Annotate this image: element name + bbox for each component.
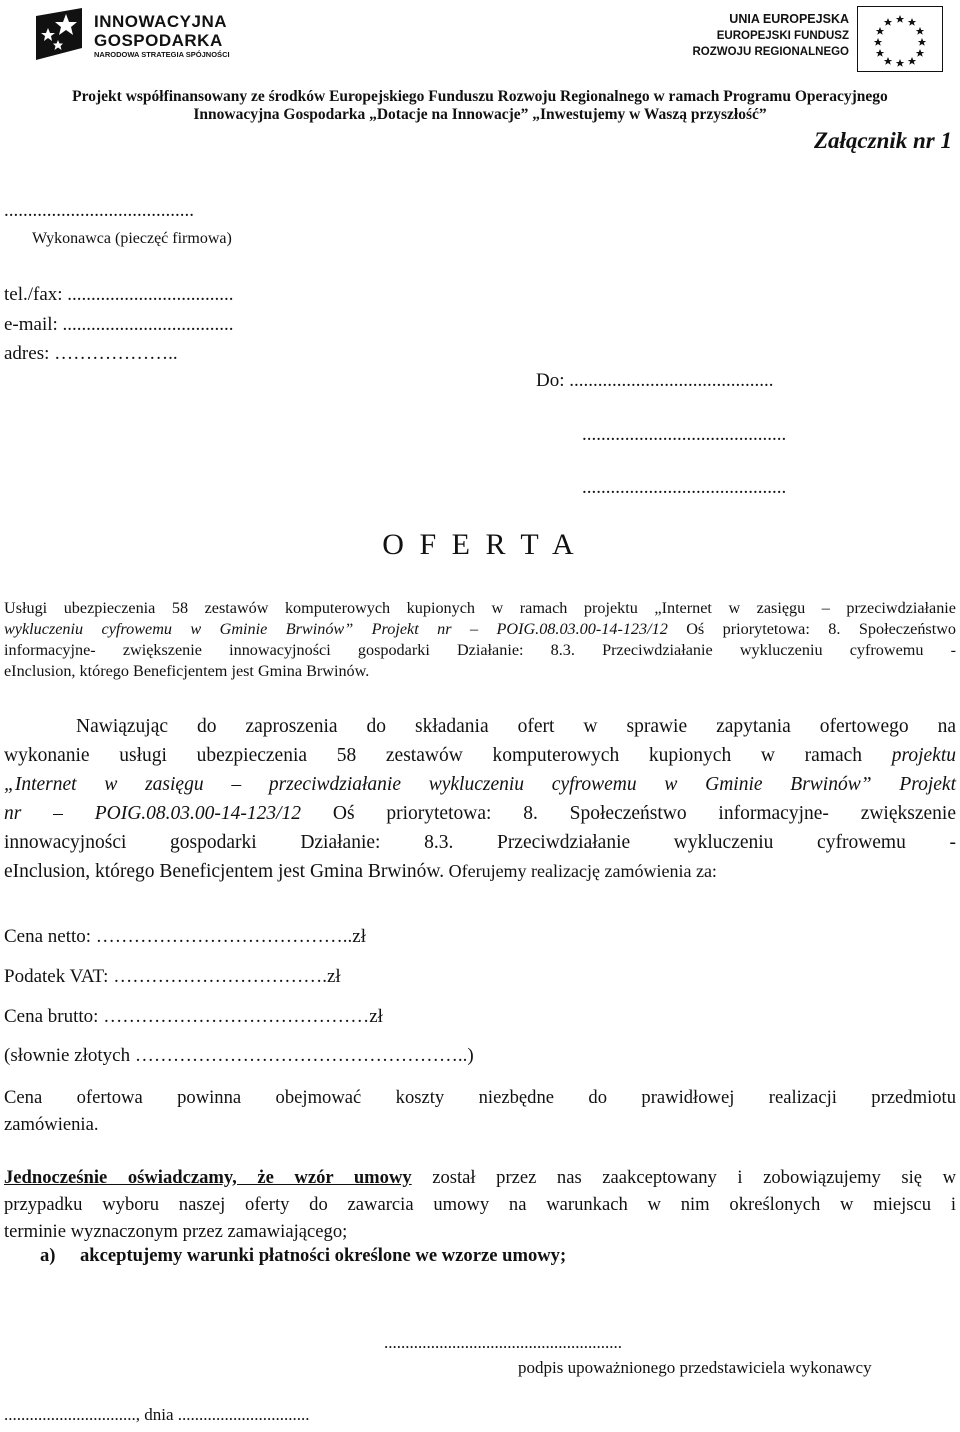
header-program-line (0, 106, 960, 124)
logo-right-line2: EUROPEJSKI FUNDUSZ (716, 30, 849, 42)
body-text-2a: wykonanie usługi ubezpieczenia 58 zestawów komputerowych kupionych w ramach (4, 745, 892, 766)
email-line: e-mail: .................................... (4, 314, 234, 335)
cost-note-line-2: zamówienia. (4, 1114, 99, 1135)
body-text-4a: nr – POIG.08.03.00-14-123/12 (4, 803, 302, 824)
address-line: adres: ……………….. (4, 343, 178, 364)
intro-line-3: informacyjne- zwiększenie innowacyjności gospodarki Działanie: 8.3. Przeciwdziałanie wykluczeniu cyfrowemu - (4, 641, 956, 659)
tel-fax-line: tel./fax: ................................... (4, 284, 234, 305)
header-program-text: Innowacyjna Gospodarka „Dotacje na Innowacje” „Inwestujemy w Waszą przyszłość” (193, 106, 767, 123)
logo-right-line1: UNIA EUROPEJSKA (729, 12, 849, 26)
innowacyjna-gospodarka-logo (36, 6, 246, 64)
declaration-line-1 (4, 1164, 956, 1191)
body-text-3: „Internet w zasięgu – przeciwdziałanie wykluczeniu cyfrowemu w Gminie Brwinów” Projekt (4, 774, 956, 795)
body-line-5: innowacyjności gospodarki Działanie: 8.3. Przeciwdziałanie wykluczeniu cyfrowemu - (4, 832, 956, 853)
stamp-label: Wykonawca (pieczęć firmowa) (32, 230, 232, 247)
item-a-text: akceptujemy warunki płatności określone we wzorze umowy; (80, 1245, 567, 1266)
amount-in-words-line: (słownie złotych ……………………………………………..) (4, 1045, 474, 1066)
eu-logo (692, 6, 945, 70)
declaration-text-1: został przez nas zaakceptowany i zobowiązujemy się w (411, 1167, 956, 1188)
recipient-line-3: ........................................... (582, 477, 787, 498)
logo-left-line2: GOSPODARKA (94, 31, 223, 50)
body-line-6 (4, 857, 956, 886)
logo-left-line1: INNOWACYJNA (94, 12, 228, 31)
intro-line-4: eInclusion, którego Beneficjentem jest Gmina Brwinów. (4, 662, 370, 680)
document-title: O F E R T A (382, 528, 578, 561)
intro-text-2b: Oś priorytetowa: 8. Społeczeństwo (667, 620, 956, 638)
header-funding-line: Projekt współfinansowany ze środków Europejskiego Funduszu Rozwoju Regionalnego w ramach Programu Operacyjnego (72, 88, 888, 105)
body-text-6a: eInclusion, którego Beneficjentem jest Gmina Brwinów. (4, 861, 445, 882)
intro-text-2a: wykluczeniu cyfrowemu w Gminie Brwinów” Projekt nr – POIG.08.03.00-14-123/12 (4, 620, 668, 638)
intro-line-2 (4, 619, 956, 640)
stamp-dots: ........................................ (4, 200, 194, 221)
logo-right-line3: ROZWOJU REGIONALNEGO (692, 46, 849, 58)
cost-note-line-1: Cena ofertowa powinna obejmować koszty niezbędne do prawidłowej realizacji przedmiotu (4, 1087, 956, 1108)
vat-line: Podatek VAT: …………………………….zł (4, 966, 341, 987)
logo-left-line3: NARODOWA STRATEGIA SPÓJNOŚCI (94, 50, 230, 59)
body-text-4b: Oś priorytetowa: 8. Społeczeństwo informacyjne- zwiększenie (301, 803, 956, 824)
net-price-line: Cena netto: …………………………………..zł (4, 926, 367, 947)
declaration-bold: Jednocześnie oświadczamy, że wzór umowy (4, 1167, 412, 1188)
eu-flag-icon (857, 6, 943, 72)
intro-line-1 (4, 598, 956, 619)
recipient-line-1: Do: ........................................... (536, 370, 774, 391)
signature-label: podpis upoważnionego przedstawiciela wykonawcy (518, 1358, 872, 1377)
body-line-2 (4, 741, 956, 770)
declaration-line-2: przypadku wyboru naszej oferty do zawarcia umowy na warunkach w nim określonych w miejscu i (4, 1194, 956, 1215)
body-line-3 (4, 770, 956, 799)
intro-text-1: Usługi ubezpieczenia 58 zestawów komputerowych kupionych w ramach projektu „Internet w zasięgu – przeciwdziałanie (4, 599, 956, 617)
place-date-line: ..............................., dnia ............................... (4, 1405, 310, 1424)
body-line-1: Nawiązując do zaproszenia do składania ofert w sprawie zapytania ofertowego na (76, 716, 956, 737)
signature-dots: ........................................................ (384, 1333, 622, 1352)
body-line-4 (4, 799, 956, 828)
attachment-label: Załącznik nr 1 (813, 128, 952, 153)
gross-price-line: Cena brutto: ……………………………………zł (4, 1006, 383, 1027)
body-text-2b: projektu (891, 745, 956, 766)
recipient-line-2: ........................................... (582, 424, 787, 445)
star-flag-icon (36, 8, 102, 60)
declaration-line-3: terminie wyznaczonym przez zamawiającego; (4, 1221, 348, 1242)
item-a-marker: a) (40, 1245, 56, 1266)
body-text-6b: Oferujemy realizację zamówienia za: (444, 861, 717, 881)
